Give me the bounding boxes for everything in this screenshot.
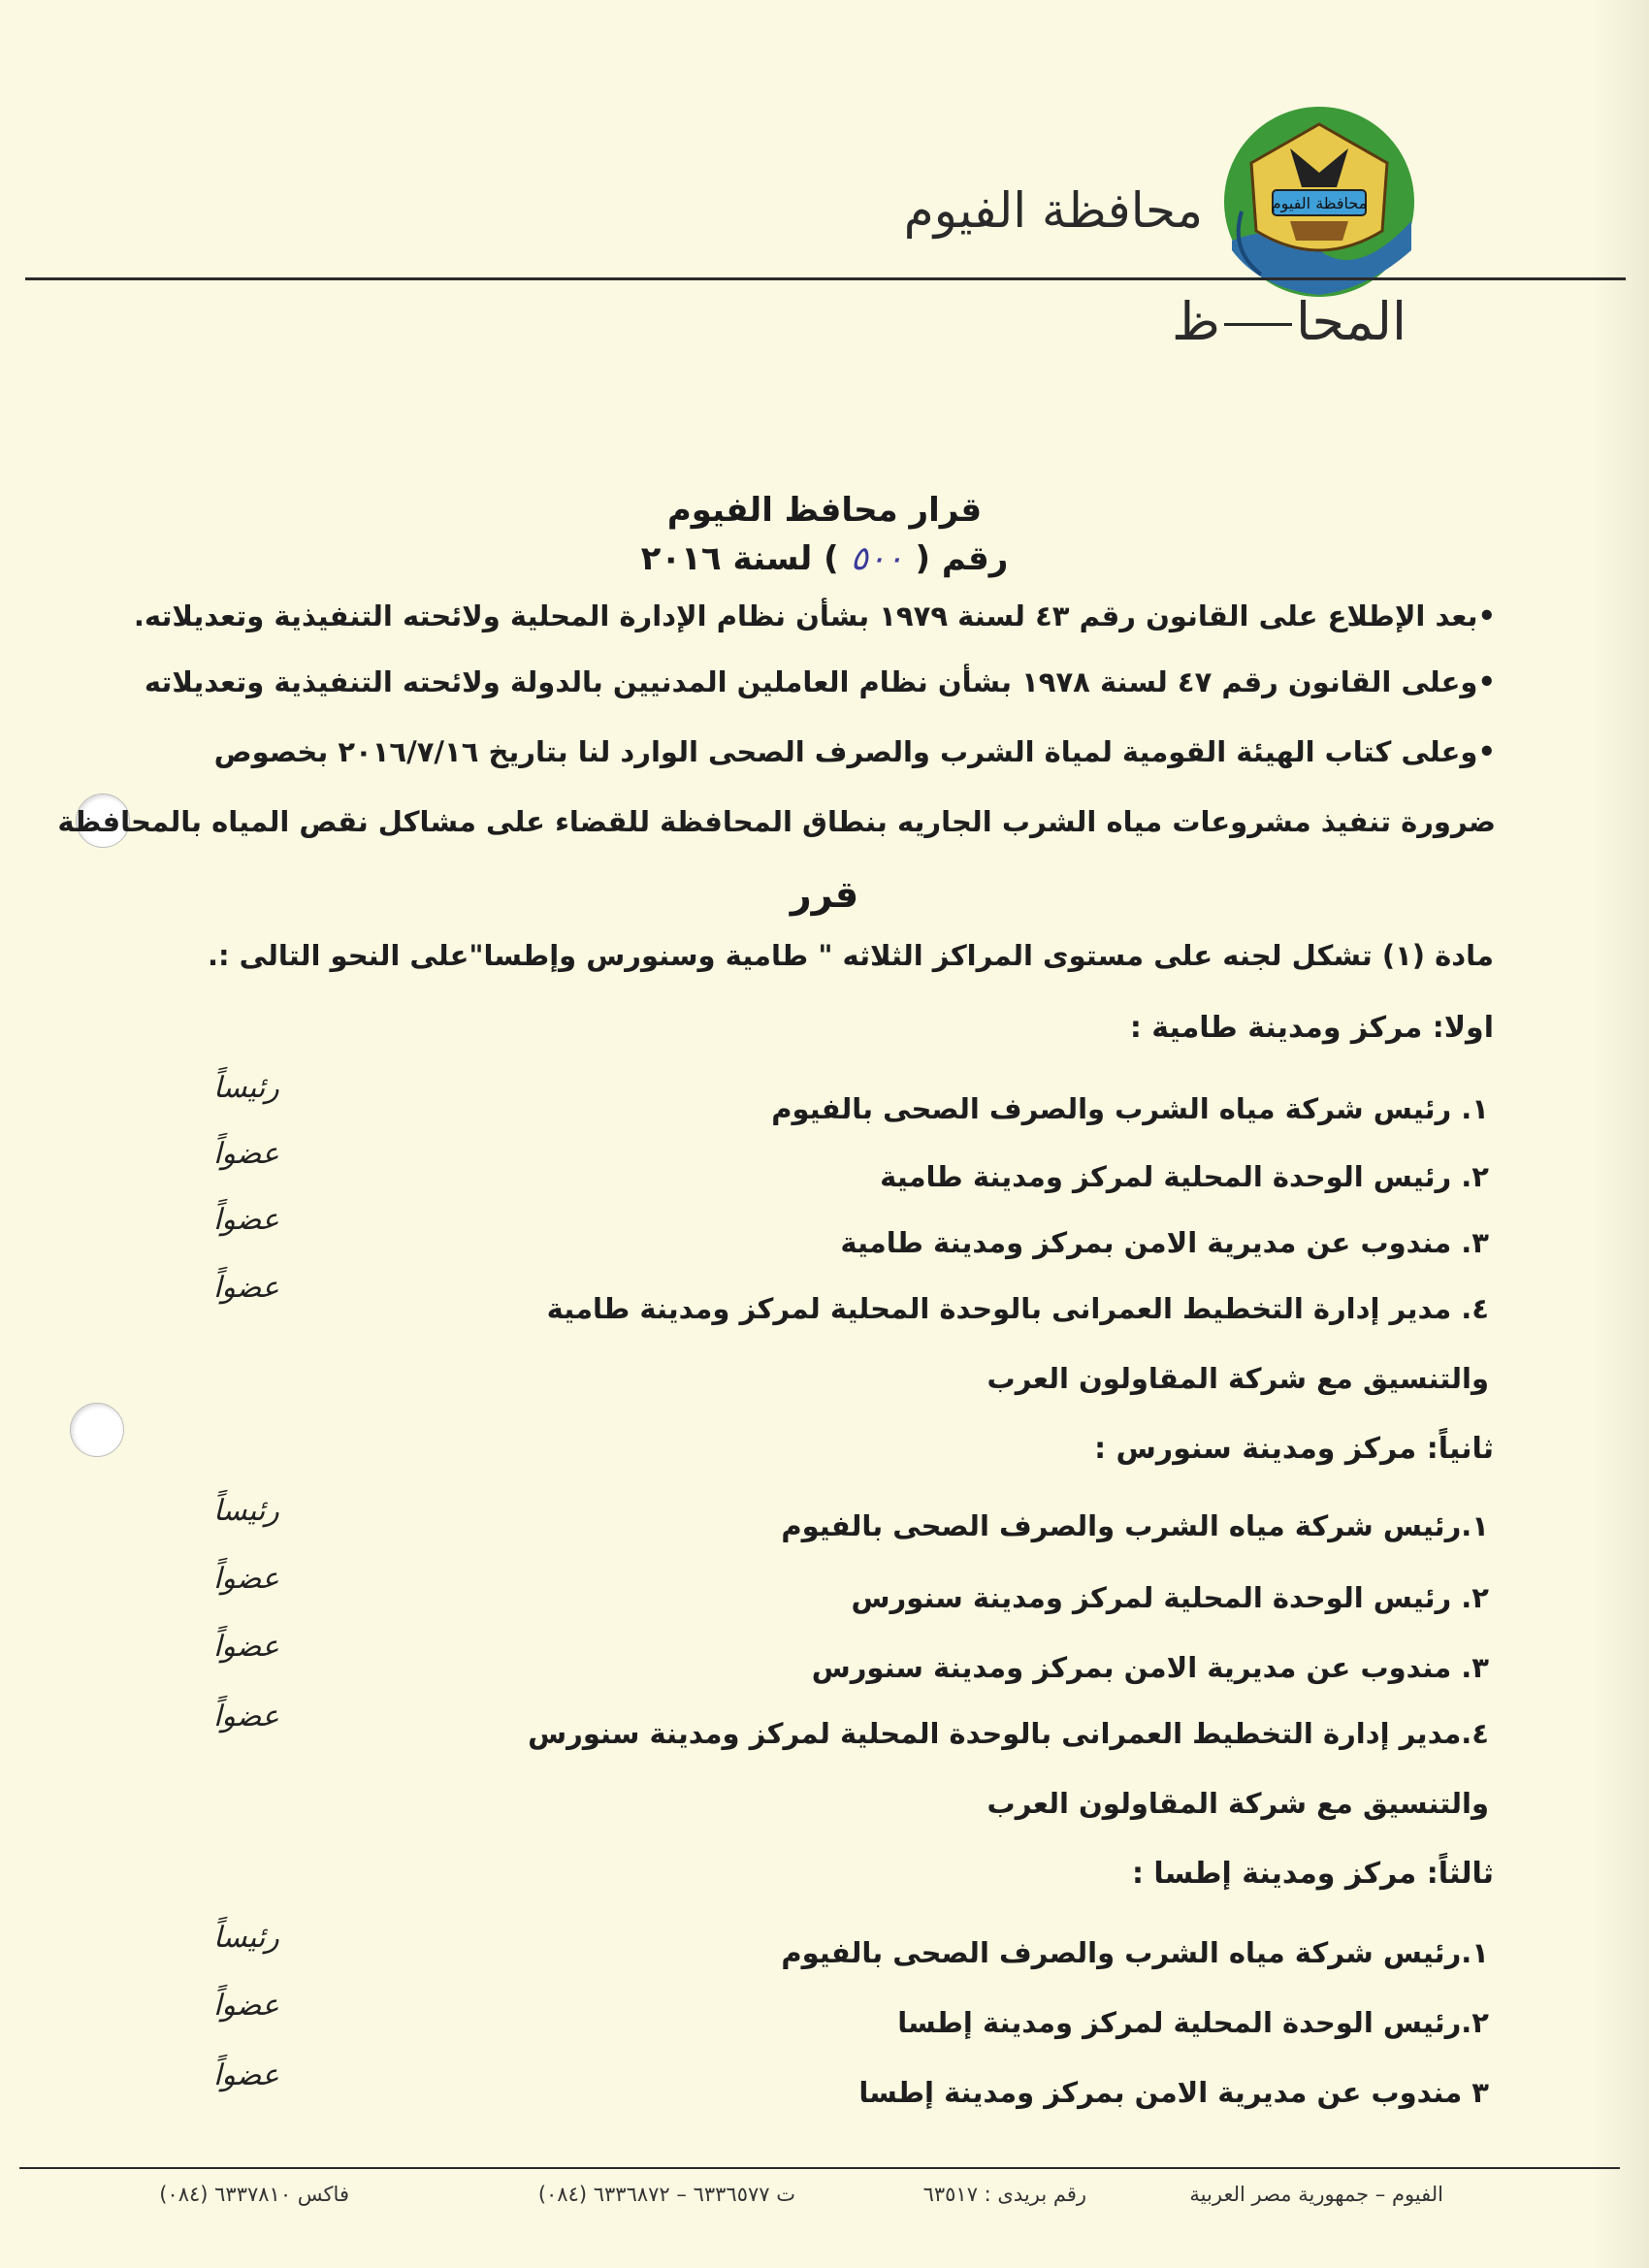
member-role: عضواً <box>213 1630 279 1664</box>
governor-heading-start: المحا <box>1296 291 1406 352</box>
governor-heading-end: ظ <box>1172 291 1220 352</box>
decision-number-handwritten: ٥٠٠ <box>850 539 904 578</box>
member-item: ٣. مندوب عن مديرية الامن بمركز ومدينة طامية <box>840 1226 1489 1259</box>
header-divider <box>25 277 1626 280</box>
preamble-line: ضرورة تنفيذ مشروعات مياه الشرب الجاريه بنطاق المحافظة للقضاء على مشاكل نقص المياه بالمحافظة <box>57 805 1496 838</box>
footer-po-box: رقم بريدى : ٦٣٥١٧ <box>922 2183 1086 2206</box>
punch-hole <box>70 1403 124 1457</box>
preamble-line: •وعلى كتاب الهيئة القومية لمياة الشرب والصرف الصحى الوارد لنا بتاريخ ٢٠١٦/٧/١٦ بخصوص <box>213 735 1496 768</box>
coordination-note: والتنسيق مع شركة المقاولون العرب <box>986 1787 1489 1820</box>
article-1: مادة (١) تشكل لجنه على مستوى المراكز الثلاثه " طامية وسنورس وإطسا"على النحو التالى :. <box>207 939 1494 972</box>
preamble-line: •وعلى القانون رقم ٤٧ لسنة ١٩٧٨ بشأن نظام العاملين المدنيين بالدولة ولائحته التنفيذية وتعديلاته <box>144 665 1496 698</box>
footer-divider <box>19 2167 1620 2169</box>
member-item: ٣. مندوب عن مديرية الامن بمركز ومدينة سنورس <box>811 1651 1489 1684</box>
page-edge-shadow <box>1591 0 1649 2268</box>
member-role: رئيساً <box>213 1921 279 1955</box>
decision-number-prefix: رقم ( <box>915 539 1009 578</box>
coordination-note: والتنسيق مع شركة المقاولون العرب <box>986 1362 1489 1395</box>
member-role: عضواً <box>213 1562 279 1596</box>
governorate-name: محافظة الفيوم <box>903 182 1203 239</box>
member-item: ١. رئيس شركة مياه الشرب والصرف الصحى بالفيوم <box>771 1092 1489 1125</box>
member-item: ٢. رئيس الوحدة المحلية لمركز ومدينة سنورس <box>851 1581 1489 1614</box>
member-item: ٢. رئيس الوحدة المحلية لمركز ومدينة طامية <box>880 1160 1489 1193</box>
section-heading: ثالثاً: مركز ومدينة إطسا : <box>1131 1857 1494 1891</box>
member-item: ١.رئيس شركة مياه الشرب والصرف الصحى بالفيوم <box>781 1936 1489 1969</box>
footer-fax: فاكس ٦٣٣٧٨١٠ (٠٨٤) <box>159 2183 349 2206</box>
governor-heading <box>1172 291 1406 352</box>
letterhead-footer <box>0 2183 1649 2221</box>
member-item: ٤.مدير إدارة التخطيط العمرانى بالوحدة المحلية لمركز ومدينة سنورس <box>528 1717 1489 1750</box>
decides-heading: قرر <box>790 873 859 916</box>
decision-title: قرار محافظ الفيوم <box>666 491 983 530</box>
member-item: ٣ مندوب عن مديرية الامن بمركز ومدينة إطسا <box>858 2076 1489 2109</box>
member-role: عضواً <box>213 1271 279 1305</box>
member-item: ٤. مدير إدارة التخطيط العمرانى بالوحدة المحلية لمركز ومدينة طامية <box>546 1292 1489 1325</box>
section-heading: ثانياً: مركز ومدينة سنورس : <box>1094 1432 1494 1466</box>
section-heading: اولا: مركز ومدينة طامية : <box>1129 1011 1494 1045</box>
member-role: عضواً <box>213 1203 279 1237</box>
kashida-stroke <box>1224 323 1292 326</box>
fayoum-governorate-logo <box>1222 105 1416 299</box>
member-item: ١.رئيس شركة مياه الشرب والصرف الصحى بالفيوم <box>781 1509 1489 1542</box>
member-role: عضواً <box>213 1989 279 2023</box>
member-item: ٢.رئيس الوحدة المحلية لمركز ومدينة إطسا <box>897 2006 1489 2039</box>
member-role: رئيساً <box>213 1071 279 1105</box>
decision-number <box>0 539 1649 578</box>
decision-number-suffix: ) لسنة ٢٠١٦ <box>640 539 839 578</box>
member-role: رئيساً <box>213 1494 279 1528</box>
member-role: عضواً <box>213 2058 279 2092</box>
preamble-line: •بعد الإطلاع على القانون رقم ٤٣ لسنة ١٩٧٩ بشأن نظام الإدارة المحلية ولائحته التنفيذية وتعديلاته. <box>133 599 1496 632</box>
member-role: عضواً <box>213 1700 279 1733</box>
member-role: عضواً <box>213 1137 279 1171</box>
logo-text: محافظة الفيوم <box>1271 194 1368 212</box>
footer-address: الفيوم – جمهورية مصر العربية <box>1189 2183 1443 2206</box>
footer-phone: ت ٦٣٣٦٥٧٧ – ٦٣٣٦٨٧٢ (٠٨٤) <box>537 2183 795 2206</box>
